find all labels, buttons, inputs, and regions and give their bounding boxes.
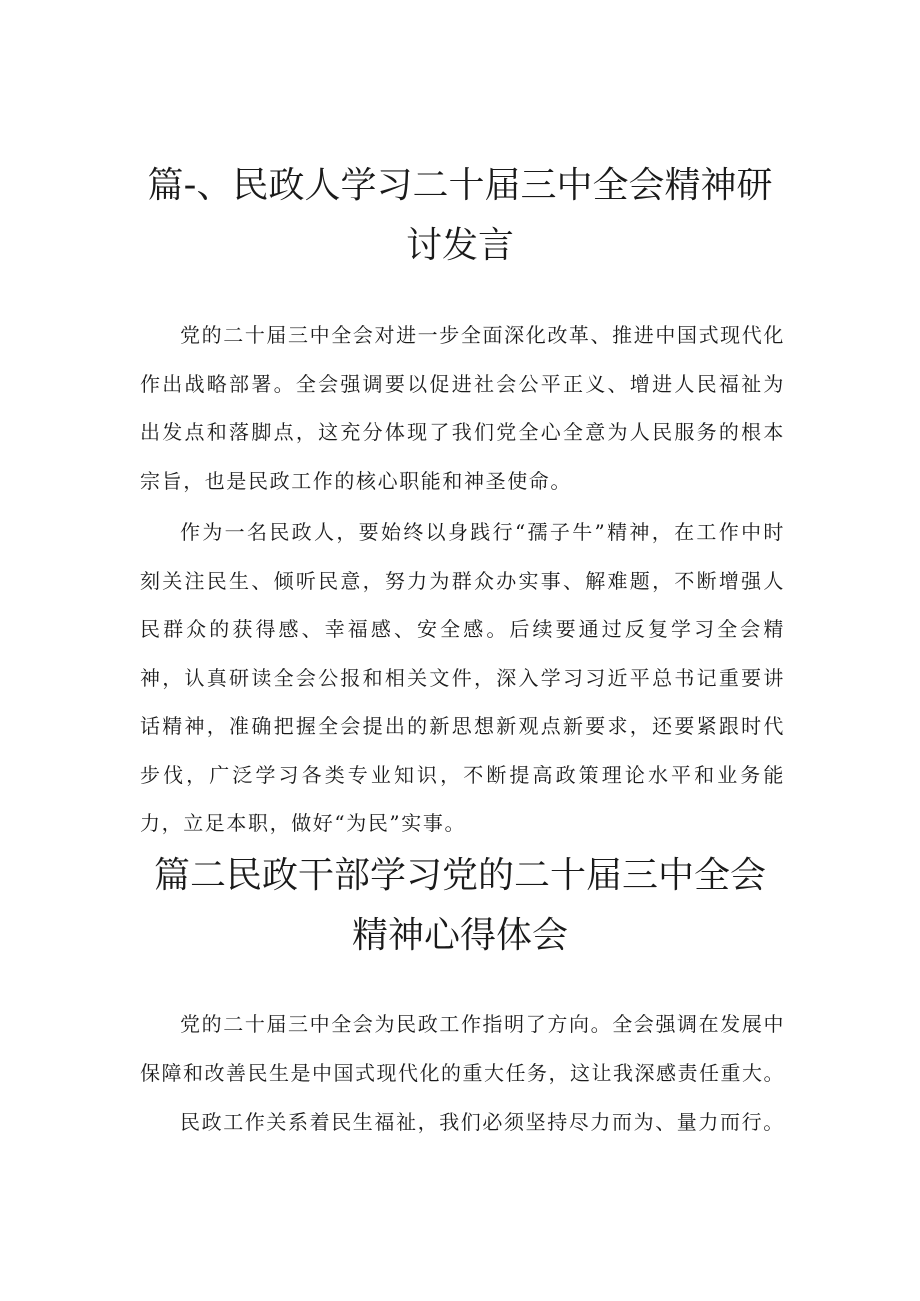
section1-paragraph-1: 党的二十届三中全会对进一步全面深化改革、推进中国式现代化作出战略部署。全会强调要以促进社会公平正义、增进人民福祉为出发点和落脚点，这充分体现了我们党全心全意为人民服务的根本宗旨，也是民政工作的核心职能和神圣使命。 xyxy=(140,323,785,493)
section2-paragraph-1: 党的二十届三中全会为民政工作指明了方向。全会强调在发展中保障和改善民生是中国式现代化的重大任务，这让我深感责任重大。 xyxy=(140,1012,785,1085)
section2-paragraph-2: 民政工作关系着民生福祉，我们必须坚持尽力而为、量力而行。 xyxy=(180,1110,785,1134)
section1-paragraph-2: 作为一名民政人，要始终以身践行“孺子牛”精神，在工作中时刻关注民生、倾听民意，努力为群众办实事、解难题，不断增强人民群众的获得感、幸福感、安全感。后续要通过反复学习全会精神，认真研读全会公报和相关文件，深入学习习近平总书记重要讲话精神，准确把握全会提出的新思想新观点新要求，还要紧跟时代步伐，广泛学习各类专业知识，不断提高政策理论水平和业务能力，立足本职，做好“为民”实事。 xyxy=(140,520,785,835)
section1-title: 篇-、民政人学习二十届三中全会精神研讨发言 xyxy=(147,165,773,266)
section2-title: 篇二民政干部学习党的二十届三中全会精神心得体会 xyxy=(153,855,766,956)
